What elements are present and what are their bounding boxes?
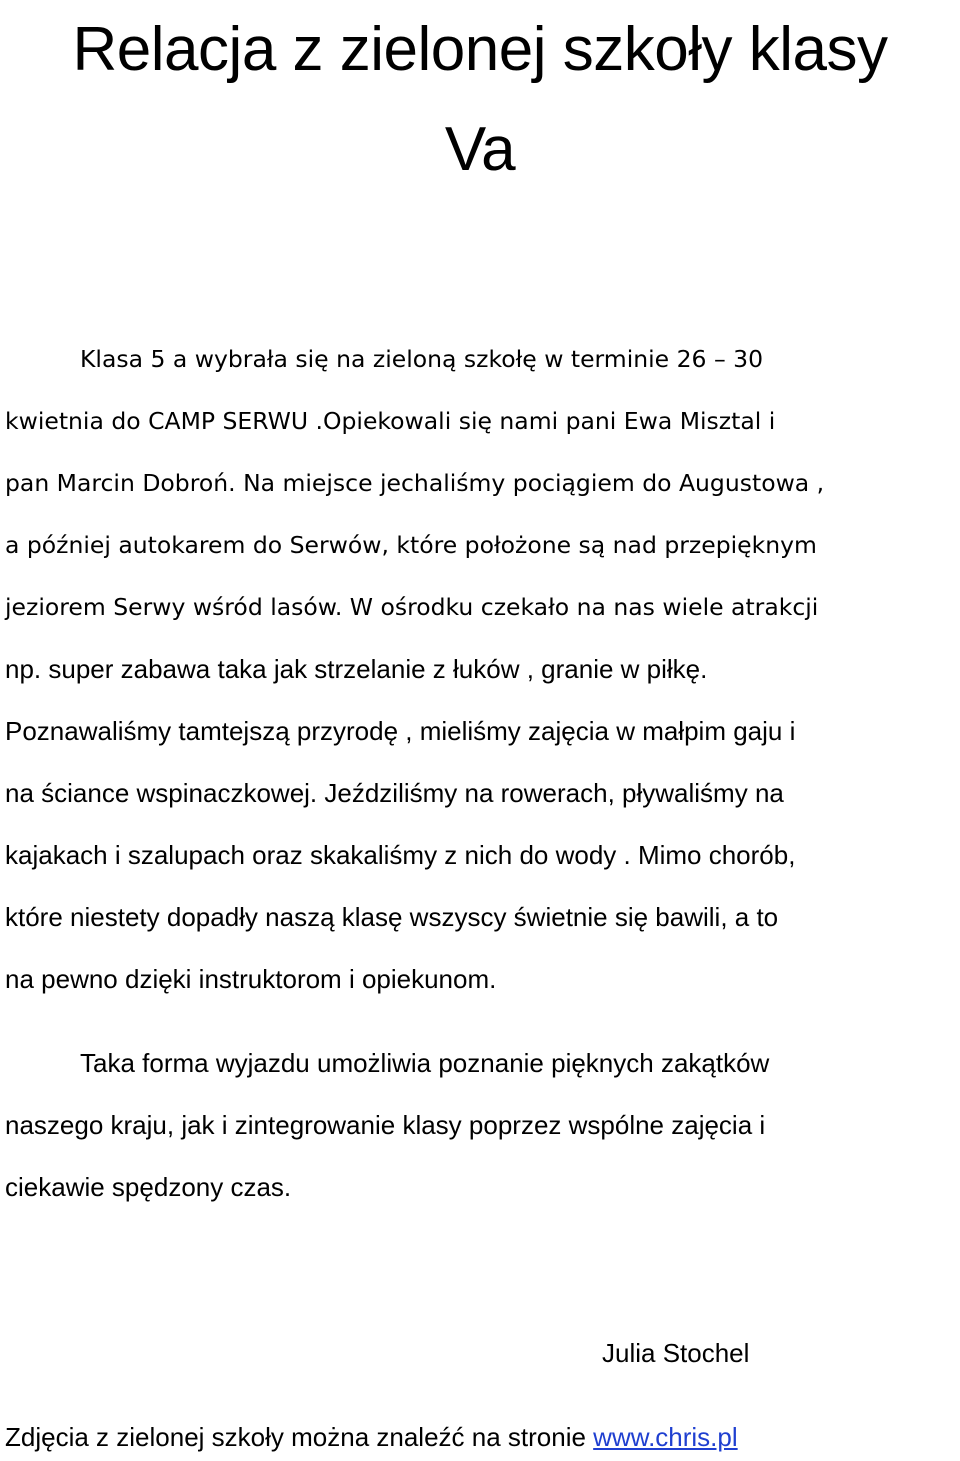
title-line-2: Va [444, 115, 516, 184]
paragraph-1-line: jeziorem Serwy wśród lasów. W ośrodku czekało na nas wiele atrakcji [5, 593, 819, 621]
paragraph-1-line: Klasa 5 a wybrała się na zieloną szkołę w terminie 26 – 30 [80, 345, 764, 373]
paragraph-2-line: Taka forma wyjazdu umożliwia poznanie pięknych zakątków [80, 1048, 770, 1078]
paragraph-2-line: ciekawie spędzony czas. [5, 1172, 292, 1202]
author-signature: Julia Stochel [602, 1338, 750, 1368]
paragraph-1-line: na pewno dzięki instruktorom i opiekunom. [5, 964, 497, 994]
footer-note [5, 1422, 738, 1452]
document-title [0, 0, 960, 200]
footer-text: Zdjęcia z zielonej szkoły można znaleźć na stronie [5, 1422, 594, 1452]
paragraph-1-line: np. super zabawa taka jak strzelanie z łuków , granie w piłkę. [5, 654, 708, 684]
paragraph-1-line: na ściance wspinaczkowej. Jeździliśmy na rowerach, pływaliśmy na [5, 778, 784, 808]
paragraph-1-line: a później autokarem do Serwów, które położone są nad przepięknym [5, 531, 817, 559]
website-link[interactable]: www.chris.pl [593, 1422, 738, 1452]
paragraph-1-line: pan Marcin Dobroń. Na miejsce jechaliśmy pociągiem do Augustowa , [5, 469, 825, 497]
paragraph-1-line: które niestety dopadły naszą klasę wszyscy świetnie się bawili, a to [5, 902, 779, 932]
paragraph-2-line: naszego kraju, jak i zintegrowanie klasy poprzez wspólne zajęcia i [5, 1110, 766, 1140]
paragraph-1-line: Poznawaliśmy tamtejszą przyrodę , mieliśmy zajęcia w małpim gaju i [5, 716, 796, 746]
title-line-1: Relacja z zielonej szkoły klasy [72, 15, 888, 84]
paragraph-1-line: kwietnia do CAMP SERWU .Opiekowali się nami pani Ewa Misztal i [5, 407, 776, 435]
paragraph-1-line: kajakach i szalupach oraz skakaliśmy z nich do wody . Mimo chorób, [5, 840, 796, 870]
